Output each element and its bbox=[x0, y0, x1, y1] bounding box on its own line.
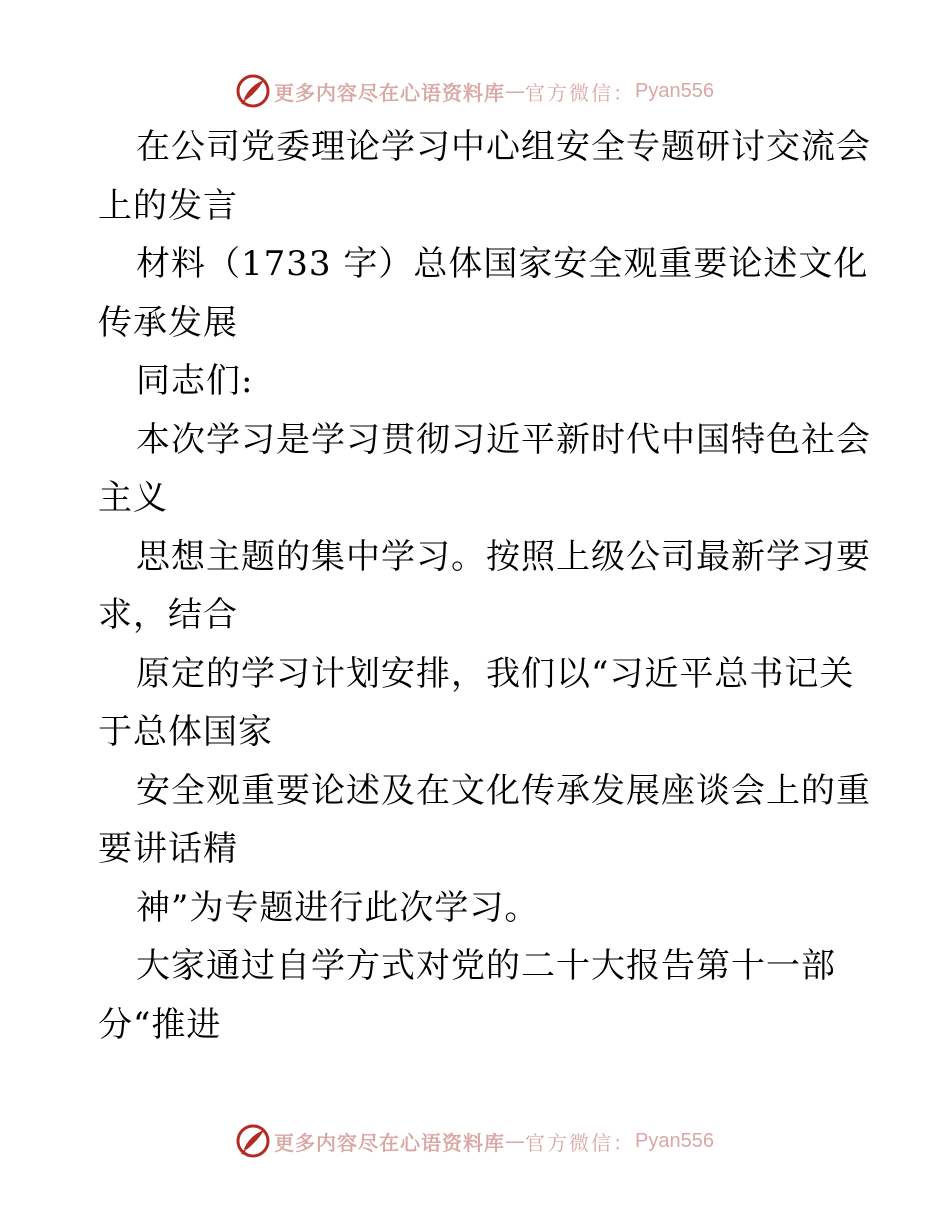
banner-separator: — bbox=[505, 1129, 526, 1153]
paragraph-line: 神”为专题进行此次学习。 bbox=[136, 887, 540, 928]
paragraph-line: 大家通过自学方式对党的二十大报告第十一部 bbox=[136, 946, 836, 986]
banner-wechat-id: Pyan556 bbox=[635, 79, 714, 102]
paragraph-line: 于总体国家 bbox=[98, 712, 273, 752]
title-line-3: 材料（1733 字）总体国家安全观重要论述文化 bbox=[136, 244, 869, 284]
header-banner bbox=[0, 71, 950, 111]
paragraph-line: 思想主题的集中学习。按照上级公司最新学习要 bbox=[136, 536, 871, 577]
banner-site-name: 更多内容尽在心语资料库 bbox=[274, 80, 506, 105]
paragraph-line: 原定的学习计划安排，我们以“习近平总书记关 bbox=[136, 653, 855, 694]
paragraph-line: 求，结合 bbox=[98, 595, 238, 635]
paragraph-line: 要讲话精 bbox=[98, 829, 238, 869]
title-line-2: 上的发言 bbox=[98, 185, 238, 226]
banner-site-name: 更多内容尽在心语资料库 bbox=[274, 1130, 506, 1155]
banner-wechat-label: 官方微信： bbox=[525, 1130, 636, 1155]
title-line-1: 在公司党委理论学习中心组安全专题研讨交流会 bbox=[136, 127, 871, 167]
banner-separator: — bbox=[505, 79, 526, 103]
paragraph-line: 本次学习是学习贯彻习近平新时代中国特色社会 bbox=[136, 419, 871, 460]
footer-banner bbox=[0, 1121, 950, 1161]
banner-wechat-id: Pyan556 bbox=[635, 1129, 714, 1152]
quill-logo-icon bbox=[236, 1124, 270, 1158]
paragraph-line: 安全观重要论述及在文化传承发展座谈会上的重 bbox=[136, 770, 871, 811]
paragraph-line: 主义 bbox=[98, 478, 168, 518]
quill-logo-icon bbox=[236, 74, 270, 108]
title-line-4: 传承发展 bbox=[98, 302, 238, 343]
salutation: 同志们: bbox=[136, 361, 254, 401]
banner-wechat-label: 官方微信： bbox=[525, 80, 636, 105]
document-body bbox=[98, 118, 871, 1054]
paragraph-line: 分“推进 bbox=[98, 1004, 222, 1045]
